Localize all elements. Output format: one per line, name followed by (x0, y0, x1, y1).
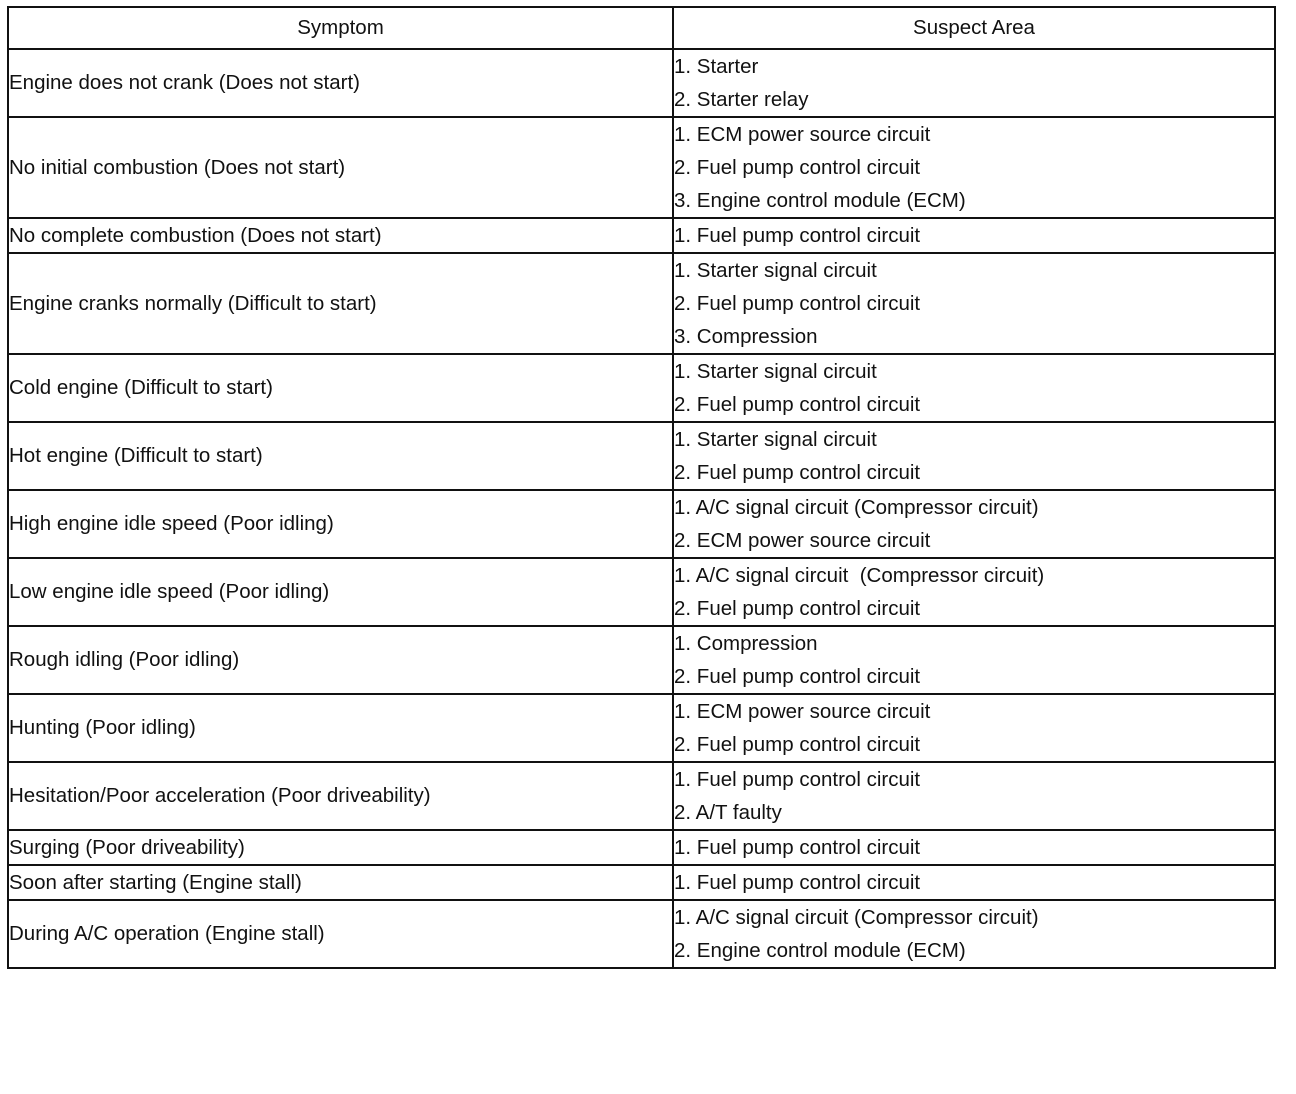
symptom-cell: Low engine idle speed (Poor idling) (8, 558, 673, 626)
suspect-area-list (674, 695, 1274, 761)
suspect-area-item: 2. A/T faulty (674, 801, 782, 824)
table-row (8, 253, 1275, 354)
suspect-area-item: 1. Starter signal circuit (674, 259, 877, 282)
symptom-cell: No complete combustion (Does not start) (8, 218, 673, 253)
suspect-area-item: 2. Starter relay (674, 88, 809, 111)
suspect-area-item: 2. Fuel pump control circuit (674, 292, 921, 315)
symptom-cell: Hot engine (Difficult to start) (8, 422, 673, 490)
suspect-area-cell (673, 626, 1275, 694)
suspect-area-list (674, 831, 1274, 864)
table-row (8, 422, 1275, 490)
suspect-area-item: 1. Fuel pump control circuit (674, 768, 921, 791)
suspect-area-item: 2. Fuel pump control circuit (674, 393, 921, 416)
suspect-area-item: 2. Fuel pump control circuit (674, 665, 921, 688)
suspect-area-item: 1. A/C signal circuit (Compressor circuit) (674, 564, 1045, 587)
table-row (8, 830, 1275, 865)
suspect-area-list (674, 254, 1274, 353)
symptom-cell: Surging (Poor driveability) (8, 830, 673, 865)
suspect-area-cell (673, 558, 1275, 626)
suspect-area-item: 1. A/C signal circuit (Compressor circuit) (674, 906, 1039, 929)
suspect-area-item: 2. Fuel pump control circuit (674, 733, 921, 756)
table-body (8, 49, 1275, 968)
table-row (8, 900, 1275, 968)
table-row (8, 558, 1275, 626)
table-row (8, 49, 1275, 117)
suspect-area-list (674, 559, 1274, 625)
column-header-symptom: Symptom (8, 7, 673, 49)
symptom-cell: Engine does not crank (Does not start) (8, 49, 673, 117)
suspect-area-list (674, 763, 1274, 829)
symptom-table (7, 6, 1276, 969)
suspect-area-list (674, 219, 1274, 252)
table-row (8, 117, 1275, 218)
symptom-cell: Cold engine (Difficult to start) (8, 354, 673, 422)
suspect-area-list (674, 627, 1274, 693)
table-row (8, 694, 1275, 762)
table-row (8, 354, 1275, 422)
suspect-area-list (674, 423, 1274, 489)
suspect-area-item: 1. Compression (674, 632, 818, 655)
suspect-area-list (674, 901, 1274, 967)
table-row (8, 865, 1275, 900)
suspect-area-cell (673, 253, 1275, 354)
symptom-cell: Hesitation/Poor acceleration (Poor driveability) (8, 762, 673, 830)
suspect-area-cell (673, 830, 1275, 865)
suspect-area-cell (673, 900, 1275, 968)
suspect-area-cell (673, 218, 1275, 253)
suspect-area-item: 1. Fuel pump control circuit (674, 224, 921, 247)
table-header-row (8, 7, 1275, 49)
symptom-cell: During A/C operation (Engine stall) (8, 900, 673, 968)
suspect-area-item: 1. ECM power source circuit (674, 123, 931, 146)
suspect-area-item: 2. Fuel pump control circuit (674, 156, 921, 179)
symptom-cell: Rough idling (Poor idling) (8, 626, 673, 694)
suspect-area-list (674, 866, 1274, 899)
suspect-area-item: 2. Fuel pump control circuit (674, 461, 921, 484)
suspect-area-list (674, 355, 1274, 421)
symptom-cell: Engine cranks normally (Difficult to start) (8, 253, 673, 354)
suspect-area-cell (673, 694, 1275, 762)
suspect-area-item: 3. Compression (674, 325, 818, 348)
symptom-cell: Hunting (Poor idling) (8, 694, 673, 762)
suspect-area-cell (673, 762, 1275, 830)
symptom-cell: Soon after starting (Engine stall) (8, 865, 673, 900)
suspect-area-item: 3. Engine control module (ECM) (674, 189, 966, 212)
table-row (8, 218, 1275, 253)
suspect-area-item: 2. Fuel pump control circuit (674, 597, 921, 620)
suspect-area-cell (673, 422, 1275, 490)
suspect-area-cell (673, 117, 1275, 218)
suspect-area-list (674, 491, 1274, 557)
table-row (8, 626, 1275, 694)
table-row (8, 762, 1275, 830)
suspect-area-item: 1. Starter signal circuit (674, 428, 877, 451)
table-row (8, 490, 1275, 558)
suspect-area-cell (673, 49, 1275, 117)
suspect-area-cell (673, 490, 1275, 558)
suspect-area-item: 1. Starter signal circuit (674, 360, 877, 383)
suspect-area-item: 1. Starter (674, 55, 759, 78)
suspect-area-item: 1. ECM power source circuit (674, 700, 931, 723)
suspect-area-list (674, 118, 1274, 217)
suspect-area-cell (673, 354, 1275, 422)
column-header-suspect-area: Suspect Area (673, 7, 1275, 49)
suspect-area-item: 1. Fuel pump control circuit (674, 836, 921, 859)
suspect-area-item: 1. Fuel pump control circuit (674, 871, 921, 894)
suspect-area-cell (673, 865, 1275, 900)
suspect-area-item: 2. ECM power source circuit (674, 529, 931, 552)
suspect-area-list (674, 50, 1274, 116)
symptom-cell: No initial combustion (Does not start) (8, 117, 673, 218)
symptom-cell: High engine idle speed (Poor idling) (8, 490, 673, 558)
suspect-area-item: 2. Engine control module (ECM) (674, 939, 966, 962)
suspect-area-item: 1. A/C signal circuit (Compressor circuit) (674, 496, 1039, 519)
